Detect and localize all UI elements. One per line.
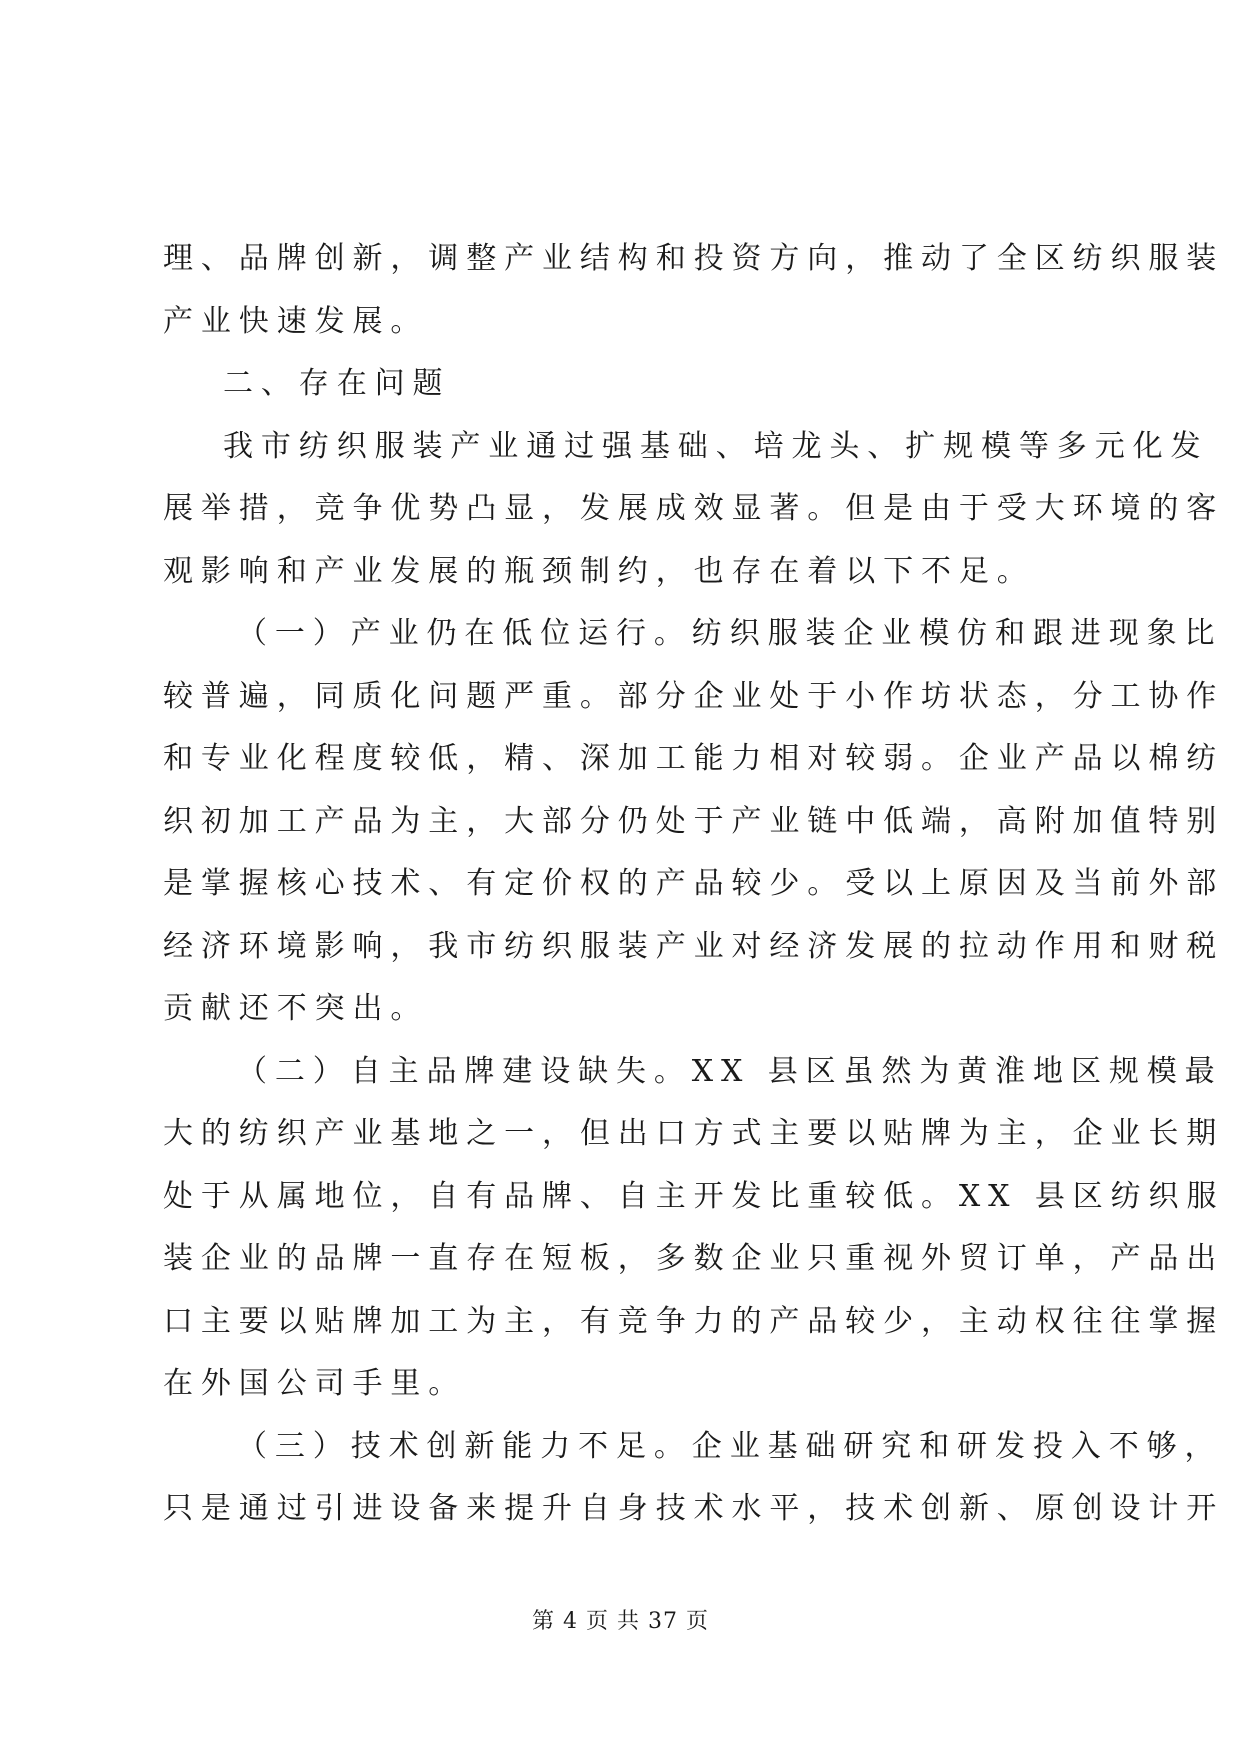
text-line: 贡献还不突出。 [163,991,429,1026]
page-footer [0,1604,1241,1635]
text-line: 大的纺织产业基地之一，但出口方式主要以贴牌为主，企业长期 [163,1116,1225,1151]
text-line: （三）技术创新能力不足。企业基础研究和研发投入不够， [237,1428,1223,1464]
text-line: （二）自主品牌建设缺失。XX 县区虽然为黄淮地区规模最 [237,1053,1223,1089]
text-line: 展举措，竞争优势凸显，发展成效显著。但是由于受大环境的客 [163,491,1225,526]
text-line: 是掌握核心技术、有定价权的产品较少。受以上原因及当前外部 [163,866,1225,901]
page-number: 第 4 页 共 37 页 [532,1609,709,1634]
text-line: 较普遍，同质化问题严重。部分企业处于小作坊状态，分工协作 [163,678,1225,714]
text-line: 我市纺织服装产业通过强基础、培龙头、扩规模等多元化发 [223,428,1209,464]
text-line: 和专业化程度较低，精、深加工能力相对较弱。企业产品以棉纺 [163,741,1225,776]
text-line: 装企业的品牌一直存在短板，多数企业只重视外贸订单，产品出 [163,1241,1225,1276]
document-body [163,228,1225,1541]
text-line: 织初加工产品为主，大部分仍处于产业链中低端，高附加值特别 [163,803,1225,839]
section-heading: 二、存在问题 [223,366,451,401]
text-line: （一）产业仍在低位运行。纺织服装企业模仿和跟进现象比 [237,616,1223,651]
text-line: 观影响和产业发展的瓶颈制约，也存在着以下不足。 [163,553,1035,589]
text-line: 口主要以贴牌加工为主，有竞争力的产品较少，主动权往往掌握 [163,1303,1225,1339]
text-line: 经济环境影响，我市纺织服装产业对经济发展的拉动作用和财税 [163,928,1225,964]
text-line: 在外国公司手里。 [163,1366,467,1401]
text-line: 只是通过引进设备来提升自身技术水平，技术创新、原创设计开 [163,1491,1225,1526]
text-line: 理、品牌创新，调整产业结构和投资方向，推动了全区纺织服装 [163,241,1225,276]
text-line: 处于从属地位，自有品牌、自主开发比重较低。XX 县区纺织服 [163,1178,1225,1214]
text-line: 产业快速发展。 [163,303,429,339]
